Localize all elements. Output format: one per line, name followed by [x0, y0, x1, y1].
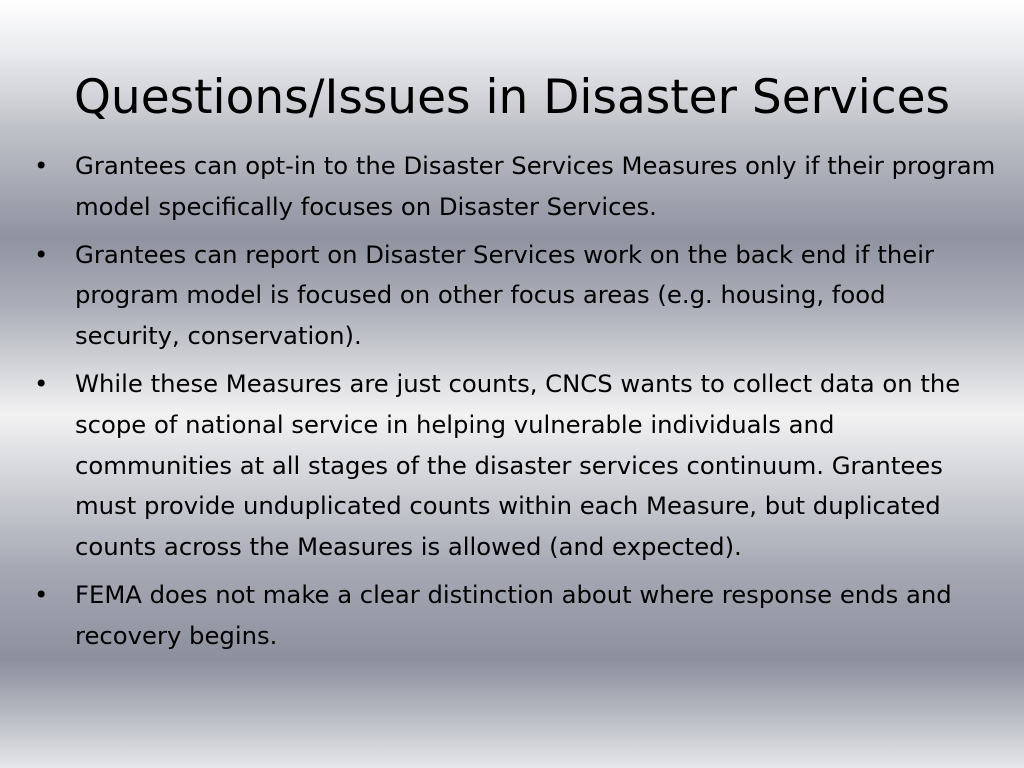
bullet-text: Grantees can opt-in to the Disaster Services Measures only if their program model specifically focuses on Disaster Services. — [75, 151, 996, 221]
bullet-icon: • — [34, 368, 49, 398]
bullet-text: While these Measures are just counts, CNCS wants to collect data on the scope of national service in helping vulnerable individuals and communities at all stages of the disaster services continuum. Grantees must provide unduplicated counts within each Measure, but duplicated counts across the Measures is allowed (and expected). — [75, 368, 961, 562]
bullet-icon: • — [34, 239, 49, 269]
bullet-icon: • — [34, 151, 49, 180]
bullet-text: FEMA does not make a clear distinction about where response ends and recovery begins. — [75, 579, 952, 650]
bullet-text: Grantees can report on Disaster Services work on the back end if their program model is focused on other focus areas (e.g. housing, food security, conservation). — [75, 239, 934, 351]
bullet-item — [34, 146, 996, 228]
bullet-list — [34, 146, 996, 664]
bullet-item — [34, 235, 996, 357]
bullet-item — [34, 575, 996, 657]
bullet-icon: • — [34, 579, 49, 609]
bullet-item — [34, 364, 996, 568]
slide-title: Questions/Issues in Disaster Services — [73, 70, 951, 125]
